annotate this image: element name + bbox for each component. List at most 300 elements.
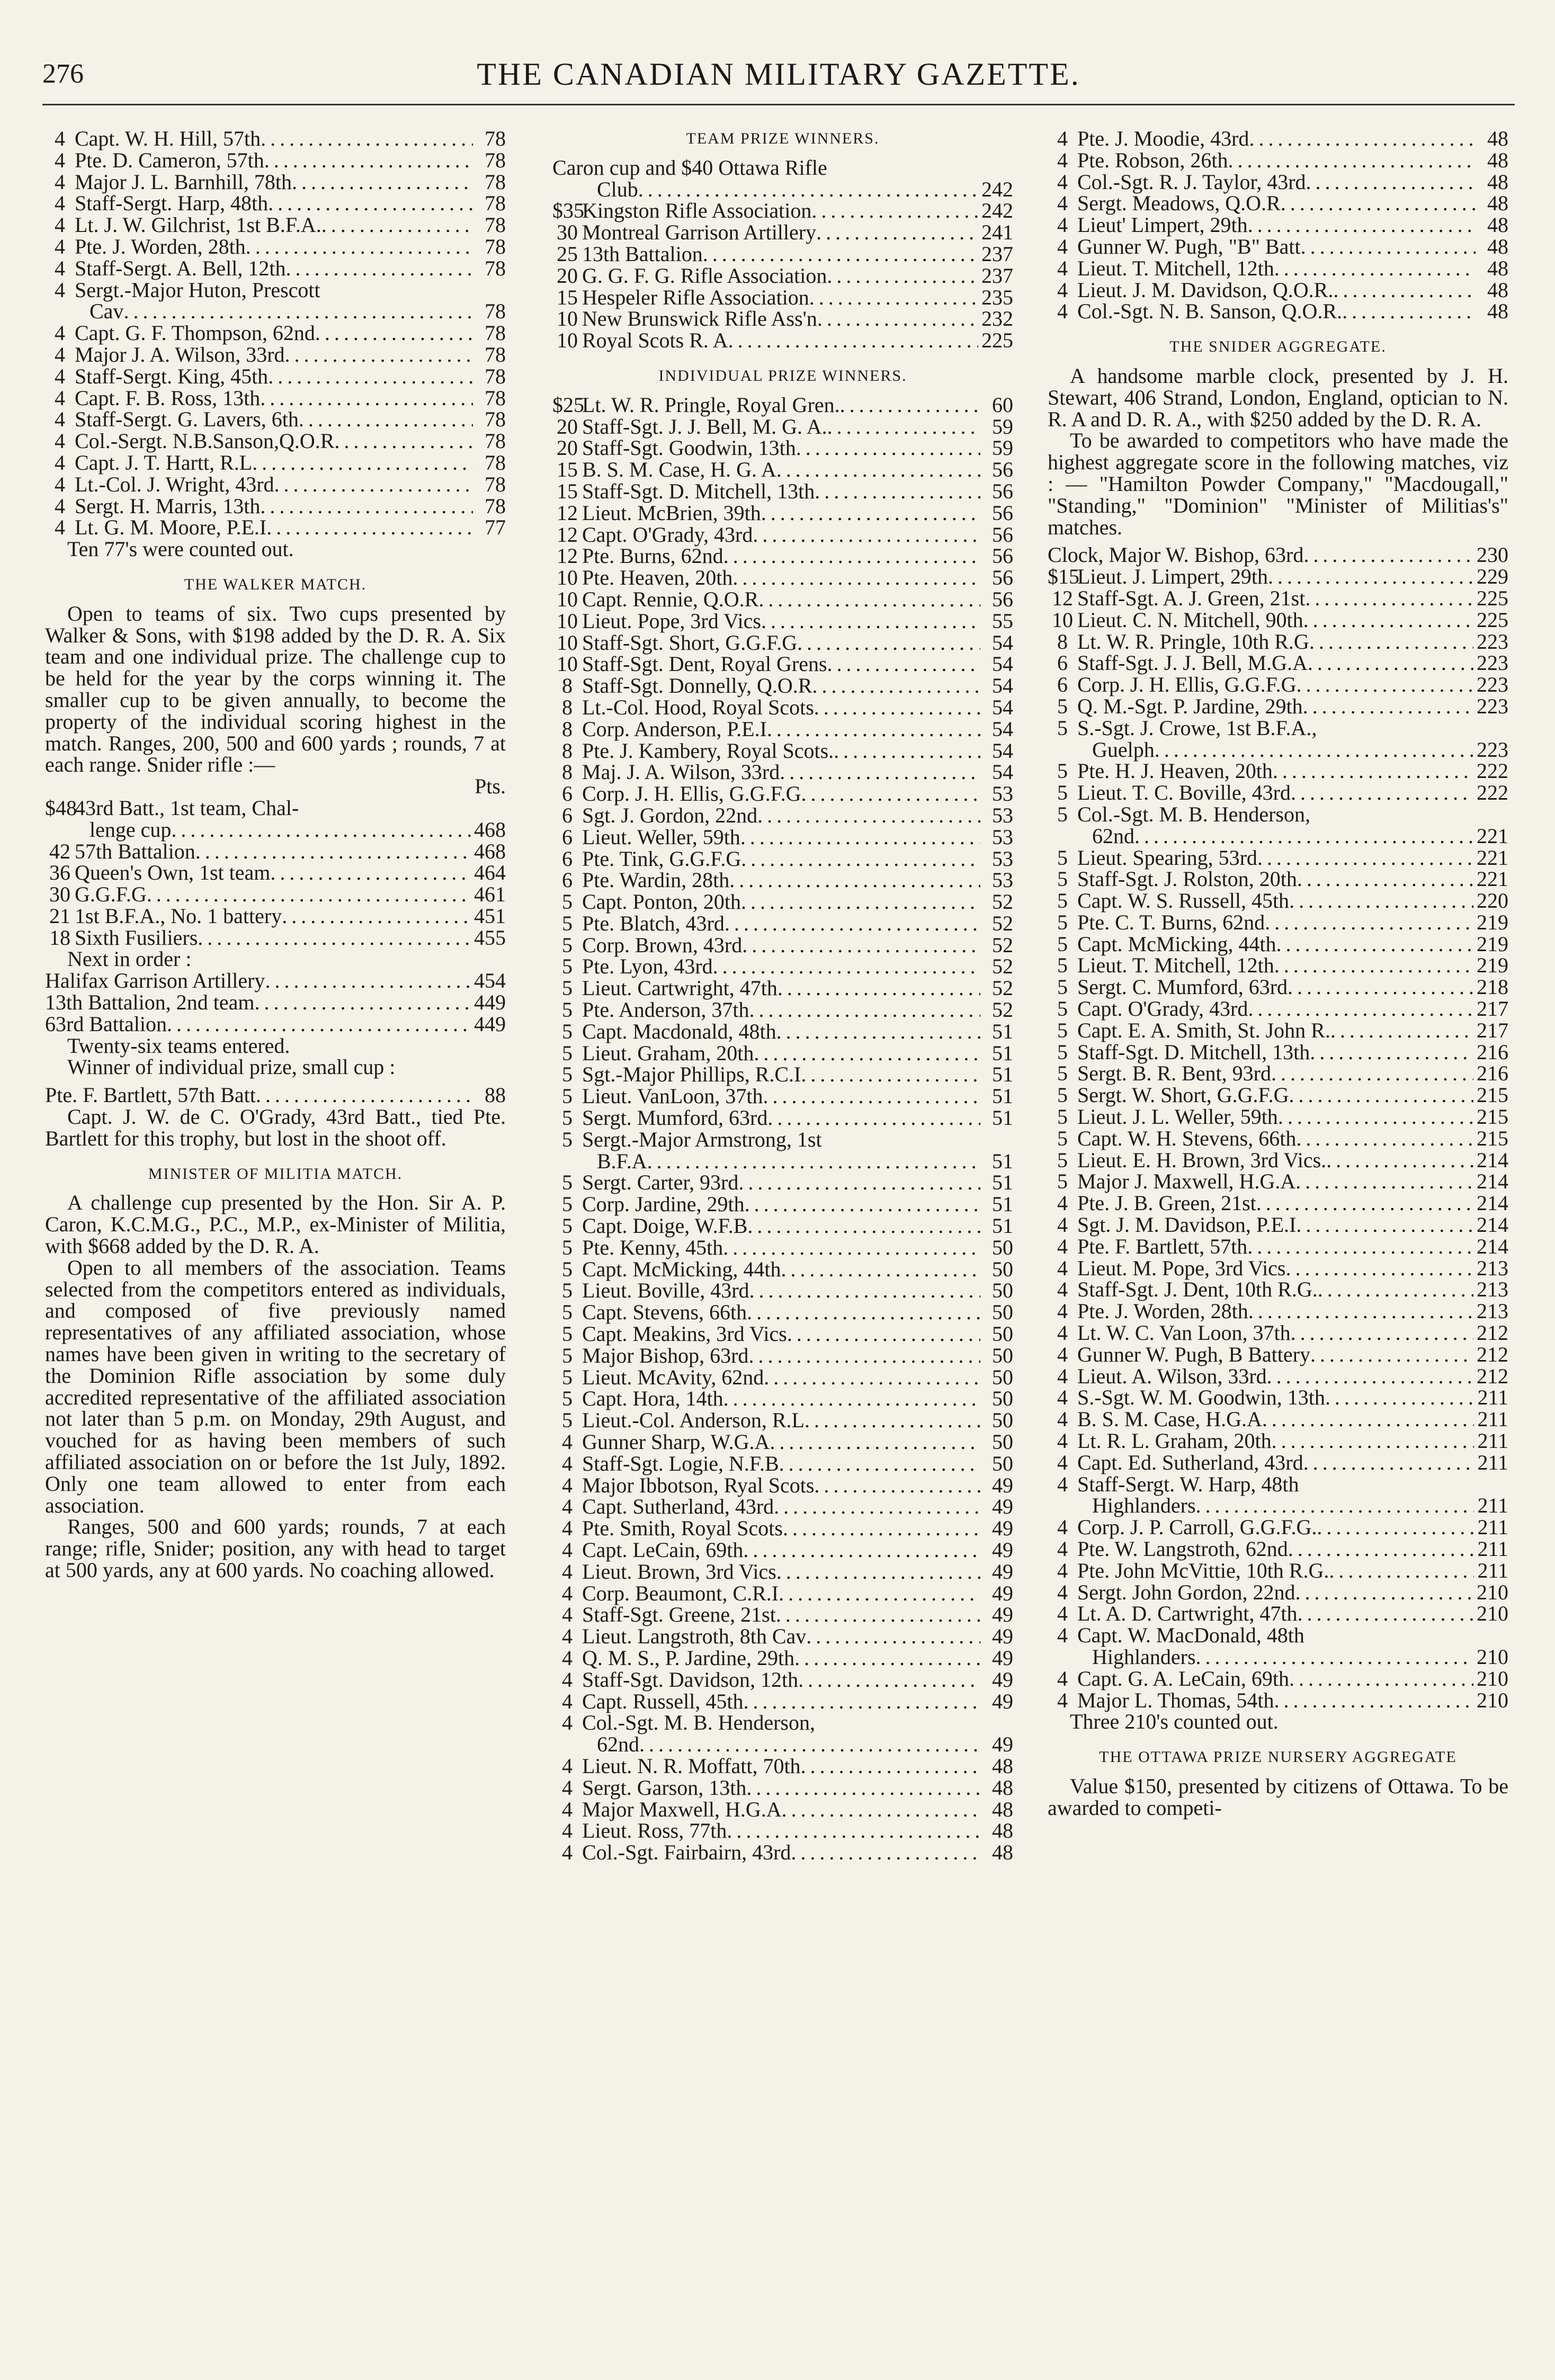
entry-score: 78 xyxy=(485,148,506,172)
prize-amount: 5 xyxy=(1057,1018,1068,1042)
leader-dots xyxy=(827,654,980,675)
list-item xyxy=(1048,1042,1508,1063)
leader-dots xyxy=(1249,128,1476,150)
leader-dots xyxy=(260,496,473,517)
leader-dots xyxy=(754,1043,980,1064)
prize-amount: 6 xyxy=(1057,651,1068,675)
entry-name: 13th Battalion, 2nd team xyxy=(45,990,255,1015)
leader-dots xyxy=(767,1107,980,1129)
list-item xyxy=(552,567,1013,589)
entry-name: Lt. W. C. Van Loon, 37th xyxy=(1077,1321,1291,1345)
entry-name: Sergt. B. R. Bent, 93rd xyxy=(1077,1061,1271,1086)
caron-cup-line: Caron cup and $40 Ottawa Rifle xyxy=(552,155,827,180)
entry-name: S.-Sgt. W. M. Goodwin, 13th xyxy=(1077,1385,1325,1410)
entry-score: 214 xyxy=(1477,1213,1508,1237)
prize-amount: $25 xyxy=(552,392,584,417)
leader-dots xyxy=(817,308,978,330)
prize-amount: 10 xyxy=(557,307,578,331)
entry-name: Q. M.-Sgt. P. Jardine, 29th xyxy=(1077,694,1303,718)
leader-dots xyxy=(1272,1430,1474,1452)
leader-dots xyxy=(776,1021,980,1043)
minister-paragraph-1: A challenge cup presented by the Hon. Sir A. P. Caron, K.C.M.G., P.C., M.P., ex-Minister of Militia, with $668 added by the D. R. A. xyxy=(45,1191,506,1258)
entry-score: 78 xyxy=(485,386,506,410)
entry-score: 455 xyxy=(474,925,506,950)
list-item xyxy=(552,437,1013,459)
entry-score: 48 xyxy=(1487,299,1508,324)
leader-dots xyxy=(1296,1214,1473,1236)
list-item xyxy=(552,1645,1013,1670)
list-item xyxy=(1048,652,1508,674)
leader-dots xyxy=(268,193,473,214)
leader-dots xyxy=(741,848,980,870)
entry-name: Club xyxy=(597,177,638,201)
prize-amount: 5 xyxy=(562,1300,573,1325)
prize-amount: 4 xyxy=(1057,256,1068,280)
list-item xyxy=(552,1345,1013,1367)
entry-score: 78 xyxy=(485,299,506,324)
list-item xyxy=(552,1194,1013,1215)
leader-dots xyxy=(1273,760,1473,782)
entry-score: 53 xyxy=(992,803,1013,827)
leader-dots xyxy=(743,1691,980,1713)
entry-score: 52 xyxy=(992,998,1013,1022)
list-note: Ten 77's were counted out. xyxy=(67,537,294,561)
entry-name: Pte. Kenny, 45th xyxy=(582,1235,723,1259)
entry-score: 223 xyxy=(1477,651,1508,675)
entry-score: 50 xyxy=(992,1343,1013,1367)
entry-score: 50 xyxy=(992,1386,1013,1411)
entry-name: Major Bishop, 63rd xyxy=(582,1343,749,1367)
entry-score: 211 xyxy=(1477,1407,1508,1431)
entry-score: 210 xyxy=(1477,1644,1508,1669)
list-item xyxy=(552,1496,1013,1518)
leader-dots xyxy=(171,819,471,841)
leader-dots xyxy=(780,762,980,783)
list-item xyxy=(552,1561,1013,1583)
leader-dots xyxy=(1268,566,1473,588)
entry-score: 54 xyxy=(992,717,1013,741)
list-item xyxy=(1048,301,1508,323)
entry-name: Lieut. Boville, 43rd xyxy=(582,1278,749,1303)
entry-score: 222 xyxy=(1477,781,1508,805)
teams-entered: Twenty-six teams entered. xyxy=(67,1033,290,1058)
leader-dots xyxy=(1289,890,1473,912)
list-item xyxy=(45,862,506,884)
list-item xyxy=(552,545,1013,567)
entry-score: 468 xyxy=(474,839,506,863)
entry-name: Halifax Garrison Artillery xyxy=(45,969,265,993)
prize-amount: 5 xyxy=(1057,953,1068,978)
list-item xyxy=(45,128,506,150)
leader-dots xyxy=(834,740,980,762)
entry-name: Corp. J. H. Ellis, G.G.F.G xyxy=(582,782,801,806)
leader-dots xyxy=(198,927,471,949)
list-item xyxy=(552,827,1013,848)
leader-dots xyxy=(1333,280,1476,301)
prize-amount: 6 xyxy=(562,803,573,827)
entry-score: 461 xyxy=(474,882,506,907)
leader-dots xyxy=(743,1540,980,1561)
snider-paragraph-2: To be awarded to competitors who have made the highest aggregate score in the following matches, viz : — "Hamilton Powder Company," "Macdougall," "Standing," "Dominion" "Minister of Militias's" matches. xyxy=(1048,428,1508,539)
entry-score: 48 xyxy=(992,1797,1013,1821)
leader-dots xyxy=(805,1410,980,1431)
list-item xyxy=(45,1014,506,1035)
entry-name: Lieut. M. Pope, 3rd Vics xyxy=(1077,1256,1286,1280)
entry-score: 50 xyxy=(992,1257,1013,1281)
minister-paragraph-2: Open to all members of the association. Teams selected from the competitors entered as individuals, and composed of five previously named representatives of any affiliated association, whose names have been given in writing to the secretary of the Dominion Rifle association by some duly accredited representative of the affiliated association not later than 5 p.m. on Monday, 29th August, and vouched for as having been members of such affiliated association on or before the 1st July, 1892. Only one team allowed to enter from each association. xyxy=(45,1255,506,1517)
entry-score: 211 xyxy=(1477,1493,1508,1518)
entry-score: 219 xyxy=(1477,932,1508,956)
entry-name: Capt. O'Grady, 43rd xyxy=(1077,997,1248,1021)
prize-amount: 5 xyxy=(562,1019,573,1043)
prize-amount: 4 xyxy=(562,1603,573,1627)
leader-dots xyxy=(812,675,980,697)
entry-score: 49 xyxy=(992,1538,1013,1562)
prize-amount: 4 xyxy=(562,1797,573,1821)
entry-score: 56 xyxy=(992,522,1013,547)
entry-name: Capt. O'Grady, 43rd xyxy=(582,522,753,547)
leader-dots xyxy=(1291,782,1473,804)
list-item xyxy=(1048,1517,1508,1538)
leader-dots xyxy=(299,409,473,431)
leader-dots xyxy=(738,1172,980,1194)
prize-amount: 12 xyxy=(557,500,578,525)
entry-score: 48 xyxy=(1487,148,1508,172)
list-item xyxy=(1048,588,1508,610)
leader-dots xyxy=(764,1367,980,1389)
prize-amount: 8 xyxy=(562,674,573,698)
entry-name: G. G. F. G. Rifle Association xyxy=(582,263,827,288)
prize-amount: 4 xyxy=(1057,1299,1068,1323)
list-item xyxy=(1048,847,1508,869)
entry-score: 53 xyxy=(992,846,1013,871)
section-heading-walker: THE WALKER MATCH. xyxy=(184,575,367,593)
list-item xyxy=(552,1280,1013,1302)
leader-dots xyxy=(801,1064,980,1086)
entry-score: 216 xyxy=(1477,1040,1508,1064)
entry-name: Capt. Rennie, Q.O.R xyxy=(582,587,759,611)
entry-name: Corp. J. H. Ellis, G.G.F.G xyxy=(1077,673,1297,697)
list-item xyxy=(552,1691,1013,1713)
list-item xyxy=(45,970,506,992)
entry-score: 49 xyxy=(992,1495,1013,1519)
leader-dots xyxy=(806,1626,980,1648)
prize-amount: 4 xyxy=(55,213,65,237)
entry-name: Lieut. VanLoon, 37th xyxy=(582,1084,763,1108)
ogrady-paragraph: Capt. J. W. de C. O'Grady, 43rd Batt., tied Pte. Bartlett for this trophy, but lost in the shoot off. xyxy=(45,1105,506,1150)
prize-amount: 4 xyxy=(562,1559,573,1583)
prize-amount: 4 xyxy=(562,1753,573,1778)
column-2 xyxy=(552,128,1013,1864)
entry-name: 1st B.F.A., No. 1 battery xyxy=(75,903,282,928)
leader-dots xyxy=(827,265,978,287)
entry-score: 54 xyxy=(992,695,1013,719)
leader-dots xyxy=(801,1756,980,1777)
list-item xyxy=(45,236,506,258)
entry-score: 223 xyxy=(1477,629,1508,654)
list-item xyxy=(1048,1301,1508,1322)
entry-name: Lieut. Pope, 3rd Vics xyxy=(582,609,761,633)
list-item xyxy=(45,193,506,214)
leader-dots xyxy=(729,870,980,891)
prize-amount: 4 xyxy=(1057,1342,1068,1366)
prize-amount: 4 xyxy=(1057,1580,1068,1604)
leader-dots xyxy=(811,200,978,222)
list-item xyxy=(45,992,506,1014)
list-item xyxy=(552,1604,1013,1626)
entry-score: 232 xyxy=(981,307,1013,331)
entry-name: Lieut. Cartwright, 47th xyxy=(582,976,778,1000)
prize-amount: 4 xyxy=(1057,1321,1068,1345)
list-item xyxy=(45,214,506,236)
entry-name: Lt. W. R. Pringle, 10th R.G xyxy=(1077,629,1309,654)
leader-dots xyxy=(763,1086,980,1107)
entry-name: Pte. J. Worden, 28th xyxy=(1077,1299,1248,1323)
entry-name: Col.-Sgt. N. B. Sanson, Q.O.R. xyxy=(1077,299,1343,324)
list-item xyxy=(552,1367,1013,1389)
list-item xyxy=(552,675,1013,697)
entry-name: Major Ibbotson, Ryal Scots xyxy=(582,1473,815,1497)
prize-amount: 4 xyxy=(55,386,65,410)
page-title: THE CANADIAN MILITARY GAZETTE. xyxy=(477,57,1080,92)
entry-score: 468 xyxy=(474,817,506,842)
leader-dots xyxy=(1256,1193,1473,1214)
prize-amount: 4 xyxy=(1057,1515,1068,1540)
entry-name: Lieut. E. H. Brown, 3rd Vics. xyxy=(1077,1148,1327,1172)
leader-dots xyxy=(1305,588,1473,610)
leader-dots xyxy=(781,1259,980,1281)
leader-dots xyxy=(794,1648,980,1669)
list-item xyxy=(552,459,1013,481)
list-item xyxy=(1048,1603,1508,1625)
list-item xyxy=(45,517,506,539)
entry-score: 222 xyxy=(1477,759,1508,783)
entry-score: 241 xyxy=(981,220,1013,245)
leader-dots xyxy=(1248,998,1473,1020)
entry-name: Pte. D. Cameron, 57th xyxy=(75,148,264,172)
prize-amount: 8 xyxy=(562,738,573,763)
entry-score: 56 xyxy=(992,544,1013,568)
entry-name: New Brunswick Rifle Ass'n xyxy=(582,307,817,331)
list-item xyxy=(552,1043,1013,1064)
prize-amount: 4 xyxy=(1057,213,1068,237)
prize-amount: 5 xyxy=(1057,1148,1068,1172)
entry-name: Q. M. S., P. Jardine, 29th xyxy=(582,1645,795,1670)
prize-amount: 4 xyxy=(562,1581,573,1605)
prize-amount: 4 xyxy=(562,1645,573,1670)
list-item xyxy=(1048,214,1508,236)
entry-name: Major J. Maxwell, H.G.A xyxy=(1077,1169,1296,1194)
entry-name: S.-Sgt. J. Crowe, 1st B.F.A., xyxy=(1077,715,1317,740)
list-item xyxy=(1048,804,1508,826)
entry-name: Pte. F. Bartlett, 57th xyxy=(1077,1234,1248,1258)
list-item xyxy=(552,481,1013,503)
prize-amount: 5 xyxy=(1057,1083,1068,1107)
entry-score: 50 xyxy=(992,1408,1013,1433)
entry-score: 51 xyxy=(992,1041,1013,1065)
entry-name: Capt. Ponton, 20th xyxy=(582,890,741,914)
entry-name: Lt.-Col. J. Wright, 43rd xyxy=(75,472,274,496)
page-header xyxy=(42,53,1515,101)
entry-name: Montreal Garrison Artillery xyxy=(582,220,817,245)
clock-entry xyxy=(1048,544,1508,566)
entry-score: 51 xyxy=(992,1084,1013,1108)
leader-dots xyxy=(1297,869,1473,890)
entry-name: Clock, Major W. Bishop, 63rd xyxy=(1048,543,1304,567)
list-item xyxy=(552,762,1013,783)
leader-dots xyxy=(1301,236,1476,258)
list-item xyxy=(1048,1538,1508,1560)
prize-amount: 10 xyxy=(557,566,578,590)
entry-score: 50 xyxy=(992,1430,1013,1454)
leader-dots xyxy=(147,884,471,906)
entry-name: Sergt. H. Marris, 13th xyxy=(75,494,261,518)
entry-name: Staff-Sgt. Goodwin, 13th xyxy=(582,436,796,460)
list-item xyxy=(45,409,506,431)
prize-amount: 4 xyxy=(1057,148,1068,172)
entry-name: Pte. J. Worden, 28th xyxy=(75,234,246,258)
entry-name: 63rd Battalion xyxy=(45,1012,167,1036)
leader-dots xyxy=(270,862,471,884)
leader-dots xyxy=(749,999,980,1021)
entry-score: 464 xyxy=(474,861,506,885)
entry-score: 78 xyxy=(485,234,506,258)
prize-amount: 5 xyxy=(562,1343,573,1367)
list-item xyxy=(1048,169,1508,194)
leader-dots xyxy=(1134,826,1473,847)
list-item xyxy=(552,913,1013,935)
leader-dots xyxy=(757,805,980,827)
leader-dots xyxy=(252,452,473,474)
prize-amount: 5 xyxy=(1057,867,1068,891)
list-item xyxy=(552,1237,1013,1259)
leader-dots xyxy=(1342,301,1476,323)
entry-name: B.F.A xyxy=(597,1149,647,1173)
entry-score: 48 xyxy=(992,1840,1013,1865)
prize-amount: 10 xyxy=(557,652,578,676)
list-item xyxy=(552,654,1013,675)
list-item xyxy=(45,366,506,388)
entry-name: Staff-Sgt. Davidson, 12th xyxy=(582,1667,799,1692)
leader-dots xyxy=(1295,1582,1473,1604)
list-item xyxy=(552,1583,1013,1605)
leader-dots xyxy=(747,1302,980,1323)
prize-amount: 42 xyxy=(49,839,70,863)
leader-dots xyxy=(1288,1538,1474,1560)
list-item xyxy=(1048,631,1508,653)
prize-amount: 5 xyxy=(1057,997,1068,1021)
entry-name: Staff-Sergt. G. Lavers, 6th xyxy=(75,407,299,432)
entry-name: Major J. L. Barnhill, 78th xyxy=(75,169,292,194)
leader-dots xyxy=(740,827,980,848)
prize-amount: 5 xyxy=(562,1084,573,1108)
list-item xyxy=(45,884,506,906)
entry-score: 217 xyxy=(1477,997,1508,1021)
list-item xyxy=(1048,1258,1508,1280)
entry-name: Cav xyxy=(90,299,124,324)
prize-amount: 5 xyxy=(562,1062,573,1087)
entry-score: 221 xyxy=(1477,867,1508,891)
list-item xyxy=(552,222,1013,244)
prize-amount: 20 xyxy=(557,414,578,439)
entry-score: 59 xyxy=(992,414,1013,439)
prize-amount: 6 xyxy=(1057,673,1068,697)
leader-dots xyxy=(285,344,473,366)
prize-amount: 4 xyxy=(55,494,65,518)
entry-score: 219 xyxy=(1477,953,1508,978)
entry-score: 211 xyxy=(1477,1537,1508,1561)
list-item xyxy=(552,740,1013,762)
entry-name: Sergt. Carter, 93rd xyxy=(582,1170,739,1195)
entry-name: Capt. W. S. Russell, 45th xyxy=(1077,889,1290,913)
list-item xyxy=(552,1475,1013,1497)
list-item xyxy=(45,431,506,452)
aggregate-list xyxy=(1048,566,1508,1711)
entry-name: Gunner W. Pugh, "B" Batt xyxy=(1077,234,1301,258)
list-item xyxy=(552,241,1013,266)
list-item xyxy=(1048,977,1508,998)
entry-score: 211 xyxy=(1477,1429,1508,1453)
entry-name: Staff-Sgt. A. J. Green, 21st xyxy=(1077,586,1306,610)
prize-amount: $35 xyxy=(552,199,584,223)
prize-amount: 4 xyxy=(55,364,65,388)
prize-amount: 4 xyxy=(1057,191,1068,216)
header-rule xyxy=(42,104,1515,105)
leader-dots xyxy=(1247,1236,1473,1258)
entry-name: Capt. Meakins, 3rd Vics xyxy=(582,1322,787,1346)
leader-dots xyxy=(723,1388,980,1410)
leader-dots xyxy=(796,437,980,459)
entry-score: 214 xyxy=(1477,1234,1508,1258)
team-prize-list xyxy=(552,179,1013,352)
list-item xyxy=(45,819,506,841)
prize-amount: 12 xyxy=(557,544,578,568)
entry-name: 57th Battalion xyxy=(75,839,195,863)
page-number: 276 xyxy=(42,59,84,89)
list-item xyxy=(552,783,1013,805)
entry-score: 223 xyxy=(1477,673,1508,697)
prize-amount: 4 xyxy=(562,1624,573,1649)
entry-score: 211 xyxy=(1477,1385,1508,1410)
list-item xyxy=(1048,1366,1508,1388)
entry-score: 48 xyxy=(1487,191,1508,216)
list-item xyxy=(45,258,506,280)
leader-dots xyxy=(292,172,473,193)
entry-score: 449 xyxy=(474,1012,506,1036)
leader-dots xyxy=(746,1777,980,1799)
entry-score: 78 xyxy=(485,321,506,345)
entry-score: 51 xyxy=(992,1106,1013,1130)
leader-dots xyxy=(1278,1106,1473,1128)
entry-name: Staff-Sgt. Greene, 21st xyxy=(582,1603,776,1627)
prize-amount: 4 xyxy=(562,1689,573,1713)
entry-name: Lieut. A. Wilson, 33rd xyxy=(1077,1364,1267,1388)
list-item xyxy=(1048,1560,1508,1582)
prize-amount: $48 xyxy=(45,795,77,820)
entry-name: Highlanders xyxy=(1092,1493,1196,1518)
list-item xyxy=(1048,1387,1508,1409)
list-item xyxy=(1048,193,1508,214)
entry-score: 55 xyxy=(992,609,1013,633)
entry-name: Sgt.-Major Phillips, R.C.I xyxy=(582,1062,801,1087)
entry-score: 56 xyxy=(992,458,1013,482)
section-heading-team-prize: TEAM PRIZE WINNERS. xyxy=(686,130,880,147)
prize-amount: 15 xyxy=(557,458,578,482)
prize-amount: 15 xyxy=(557,285,578,309)
entry-score: 54 xyxy=(992,630,1013,655)
list-item xyxy=(45,496,506,517)
entry-score: 53 xyxy=(992,782,1013,806)
